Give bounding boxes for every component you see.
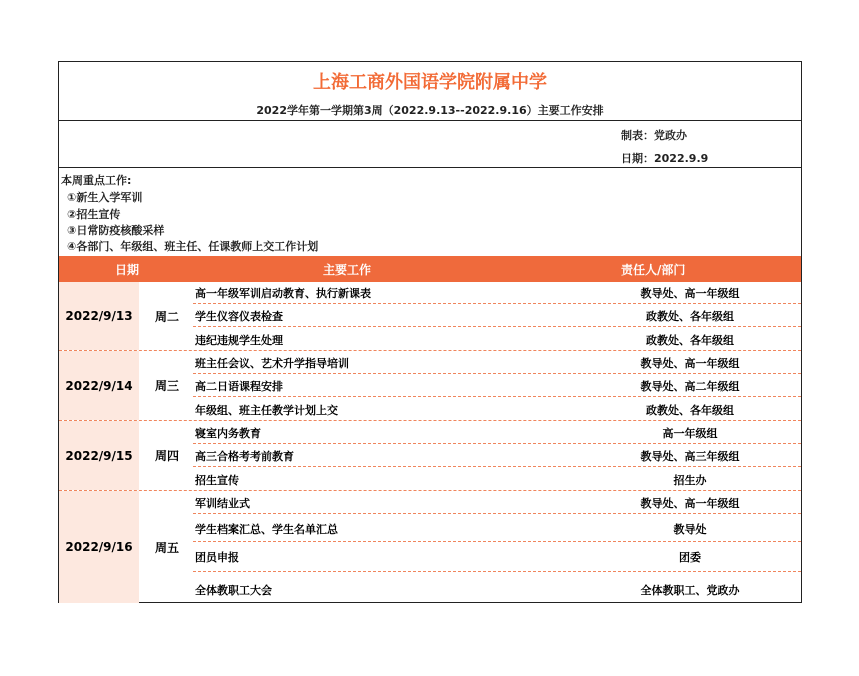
dept-text: 政教处、各年级组 bbox=[646, 404, 734, 417]
school-title: 上海工商外国语学院附属中学 bbox=[313, 72, 547, 93]
row-divider bbox=[193, 513, 801, 514]
task-text: 高三合格考考前教育 bbox=[195, 450, 294, 463]
dept-text: 教导处、高三年级组 bbox=[640, 450, 740, 463]
weekday-cell: 周五 bbox=[154, 540, 179, 555]
dept-text: 政教处、各年级组 bbox=[646, 334, 734, 347]
task-text: 违纪违规学生处理 bbox=[195, 334, 283, 347]
date-cell: 2022/9/15 bbox=[59, 421, 139, 490]
focus-heading: 本周重点工作: bbox=[61, 174, 132, 187]
column-header-task: 主要工作 bbox=[323, 263, 372, 277]
row-divider bbox=[193, 443, 801, 444]
dept-text: 招生办 bbox=[673, 474, 707, 487]
focus-item: ②招生宣传 bbox=[67, 208, 121, 221]
divider bbox=[59, 120, 801, 121]
task-text: 学生档案汇总、学生名单汇总 bbox=[195, 523, 338, 536]
row-divider bbox=[193, 466, 801, 467]
task-text: 年级组、班主任教学计划上交 bbox=[195, 404, 338, 417]
focus-item: ④各部门、年级组、班主任、任课教师上交工作计划 bbox=[67, 240, 319, 253]
weekday-cell: 周四 bbox=[154, 449, 179, 463]
dept-text: 教导处、高一年级组 bbox=[640, 287, 740, 300]
focus-item: ①新生入学军训 bbox=[67, 191, 143, 204]
column-header-dept: 责任人/部门 bbox=[621, 263, 686, 277]
divider bbox=[59, 167, 801, 168]
column-header-date: 日期 bbox=[115, 263, 140, 277]
dept-text: 团委 bbox=[679, 551, 701, 564]
table-header bbox=[59, 256, 801, 282]
row-divider bbox=[193, 373, 801, 374]
issue-date: 日期：2022.9.9 bbox=[621, 152, 709, 165]
dept-text: 高一年级组 bbox=[662, 427, 718, 440]
task-text: 军训结业式 bbox=[195, 497, 250, 510]
day-block bbox=[59, 421, 801, 490]
schedule-subtitle: 2022学年第一学期第3周（2022.9.13--2022.9.16）主要工作安排 bbox=[256, 104, 604, 117]
dept-text: 全体教职工、党政办 bbox=[640, 584, 740, 597]
dept-text: 教导处、高一年级组 bbox=[640, 357, 740, 370]
dept-text: 教导处、高二年级组 bbox=[640, 380, 740, 393]
weekday-cell: 周二 bbox=[154, 309, 179, 324]
task-text: 团员申报 bbox=[195, 551, 239, 564]
task-text: 寝室内务教育 bbox=[195, 427, 261, 440]
row-divider bbox=[193, 303, 801, 304]
row-divider bbox=[193, 541, 801, 542]
day-block bbox=[59, 351, 801, 420]
dept-text: 政教处、各年级组 bbox=[646, 310, 734, 323]
task-text: 招生宣传 bbox=[195, 474, 239, 487]
task-text: 学生仪容仪表检查 bbox=[195, 310, 283, 323]
row-divider bbox=[193, 396, 801, 397]
maker-label: 制表：党政办 bbox=[621, 129, 687, 142]
dept-text: 教导处 bbox=[673, 523, 707, 536]
task-text: 高一年级军训启动教育、执行新课表 bbox=[195, 287, 371, 300]
day-block bbox=[59, 282, 801, 350]
row-divider bbox=[193, 571, 801, 572]
task-text: 全体教职工大会 bbox=[195, 584, 272, 597]
dept-text: 教导处、高一年级组 bbox=[640, 497, 740, 510]
date-cell: 2022/9/13 bbox=[59, 282, 139, 350]
weekday-cell: 周三 bbox=[154, 379, 179, 393]
date-cell: 2022/9/16 bbox=[59, 491, 139, 603]
row-divider bbox=[193, 326, 801, 327]
task-text: 班主任会议、艺术升学指导培训 bbox=[195, 357, 349, 370]
focus-item: ③日常防疫核酸采样 bbox=[67, 224, 165, 237]
day-block bbox=[59, 491, 801, 603]
schedule-sheet bbox=[58, 61, 802, 603]
task-text: 高二日语课程安排 bbox=[195, 380, 283, 393]
date-cell: 2022/9/14 bbox=[59, 351, 139, 420]
